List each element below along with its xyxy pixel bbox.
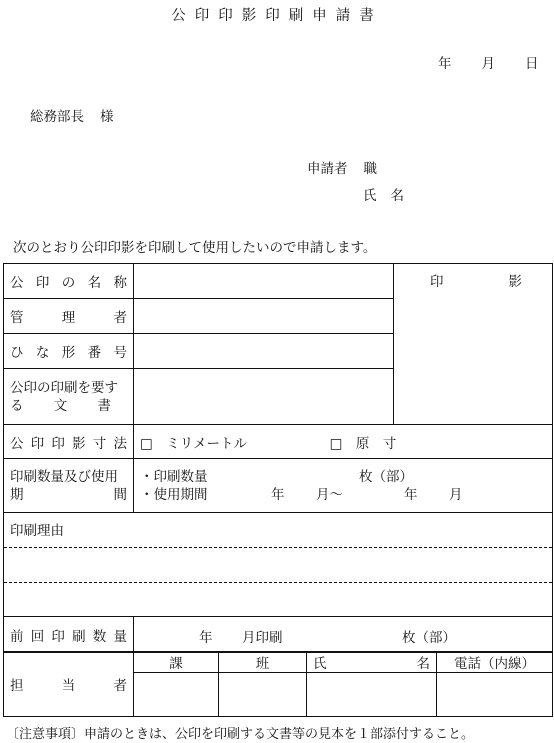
previous-quantity-label [4, 617, 134, 653]
document-char: 文 [53, 397, 68, 414]
period-item: ・使用期間 [140, 486, 208, 503]
seal-name-char: 印 [35, 275, 50, 291]
reason-box[interactable] [4, 513, 553, 617]
size-label [4, 425, 134, 459]
staff-section-field[interactable] [134, 673, 219, 717]
applicant-label: 申請者 [307, 161, 348, 177]
seal-name-char: の [61, 275, 76, 291]
date-month: 月 [481, 56, 495, 72]
quantity-label-char: 間 [113, 486, 127, 503]
reason-label: 印刷理由 [10, 523, 64, 539]
previous-label-char: 刷 [72, 628, 86, 645]
manager-char: 者 [113, 310, 127, 326]
template-no-char: 番 [87, 345, 102, 361]
previous-month: 月印刷 [242, 630, 283, 646]
previous-year: 年 [199, 630, 213, 646]
addressee-name: 総務部長 [30, 109, 84, 125]
seal-name-char: 公 [10, 275, 24, 291]
staff-label-char: 担 [10, 678, 24, 694]
size-option-actual[interactable]: □ 原 寸 [329, 435, 397, 452]
size-label-char: 影 [72, 435, 86, 452]
impression-label-char: 印 [430, 274, 444, 290]
previous-unit: 枚（部） [402, 630, 456, 646]
staff-label-char: 当 [61, 678, 76, 694]
previous-quantity-field[interactable] [134, 617, 553, 653]
document-label-line1: 公印の印刷を要す [10, 379, 118, 396]
staff-name-field[interactable] [307, 673, 437, 717]
notes: 〔注意事項〕申請のときは、公印を印刷する文書等の見本を１部添付すること。 [6, 727, 475, 742]
manager-label [4, 299, 134, 334]
size-option-millimeter[interactable]: □ ミリメートル [140, 435, 247, 452]
applicant-name: 氏名 [363, 188, 418, 204]
manager-char: 理 [61, 310, 76, 326]
seal-name-label [4, 264, 134, 299]
size-label-char: 公 [10, 435, 24, 452]
applicant-position [307, 157, 377, 177]
document-char: る [10, 397, 24, 414]
date-year: 年 [438, 56, 452, 72]
quantity-period-field[interactable] [134, 459, 553, 513]
manager-char: 管 [10, 310, 24, 326]
col-section: 課 [134, 652, 219, 673]
period-year-end: 年 [404, 486, 418, 503]
quantity-label-char: 期 [10, 486, 24, 503]
previous-label-char: 数 [92, 628, 107, 645]
reason-line-2 [4, 582, 552, 583]
col-phone: 電話（内線） [437, 652, 553, 673]
period-month-start: 月〜 [316, 486, 343, 503]
form-title: 公印印影印刷申請書 [171, 8, 383, 24]
previous-label-char: 回 [30, 628, 45, 645]
quantity-unit: 枚（部） [359, 468, 413, 485]
document-char: 書 [97, 397, 111, 414]
date-line [438, 52, 539, 72]
template-no-label [4, 334, 134, 369]
size-label-char: 印 [30, 435, 45, 452]
quantity-label-line1: 印刷数量及び使用 [10, 468, 118, 485]
previous-label-char: 量 [113, 628, 127, 645]
staff-team-field[interactable] [219, 673, 307, 717]
seal-name-char: 称 [113, 275, 127, 291]
manager-field[interactable] [134, 299, 394, 334]
seal-name-field[interactable] [134, 264, 394, 299]
col-name-right: 名 [416, 656, 430, 672]
template-no-char: 号 [113, 345, 127, 361]
period-year-start: 年 [271, 486, 285, 503]
previous-label-char: 印 [51, 628, 65, 645]
template-no-char: ひ [10, 345, 24, 361]
document-field[interactable] [134, 369, 394, 425]
date-day: 日 [525, 56, 539, 72]
period-month-end: 月 [449, 486, 463, 503]
impression-label-char: 影 [508, 274, 522, 290]
template-no-char: 形 [61, 345, 76, 361]
size-options [134, 425, 553, 459]
template-no-field[interactable] [134, 334, 394, 369]
previous-label-char: 前 [10, 628, 24, 645]
print-quantity-item: ・印刷数量 [140, 468, 208, 485]
quantity-period-label [4, 459, 134, 513]
staff-table [3, 651, 553, 717]
impression-box[interactable] [394, 264, 553, 425]
staff-label-char: 者 [113, 678, 127, 694]
addressee-honorific: 様 [100, 109, 114, 125]
col-name-left: 氏 [313, 656, 327, 672]
applicant-position-label: 職 [363, 161, 377, 177]
staff-phone-field[interactable] [437, 673, 553, 717]
document-label [4, 369, 134, 425]
seal-name-char: 名 [87, 275, 102, 291]
size-label-char: 寸 [92, 435, 107, 452]
staff-label [4, 652, 134, 717]
addressee [30, 105, 114, 125]
size-label-char: 印 [51, 435, 65, 452]
col-name [307, 652, 437, 673]
intro-text: 次のとおり公印印影を印刷して使用したいので申請します。 [13, 240, 377, 256]
template-no-char: な [35, 345, 50, 361]
col-team: 班 [219, 652, 307, 673]
size-label-char: 法 [113, 435, 127, 452]
application-table [3, 263, 553, 653]
